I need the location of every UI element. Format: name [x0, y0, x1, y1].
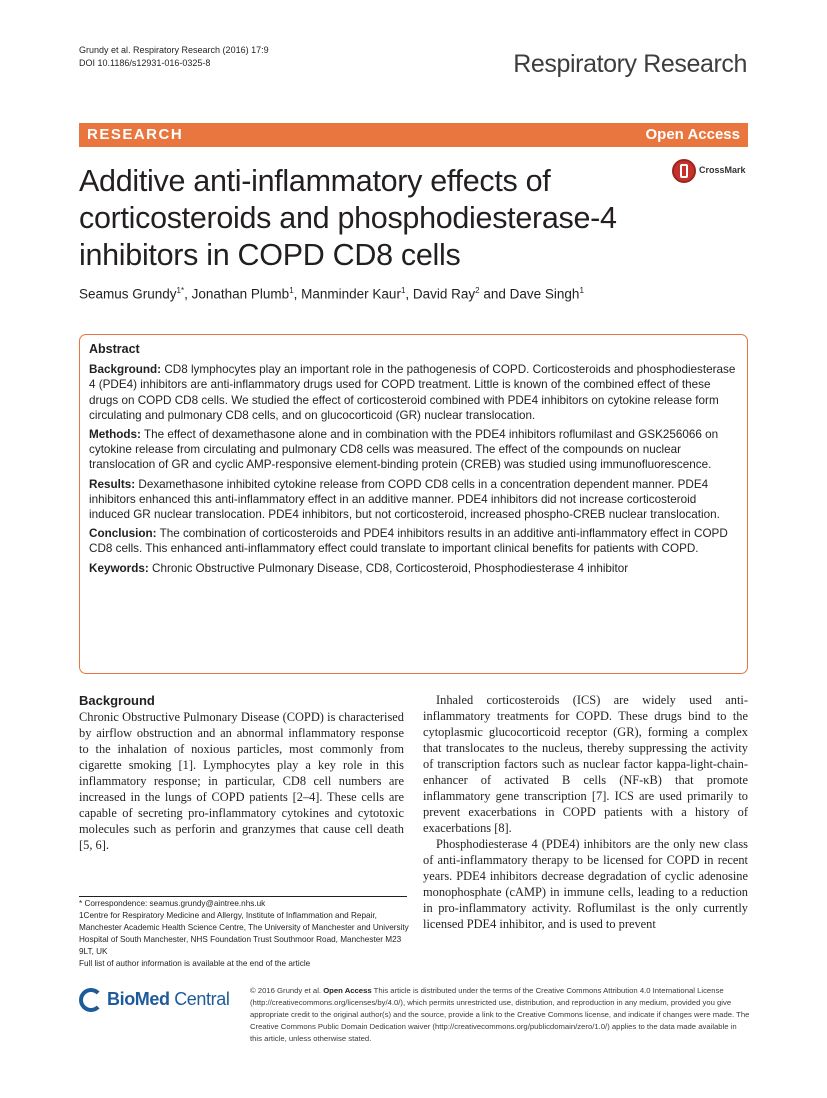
- author-list: Seamus Grundy$^{1*}$, Jonathan Plumb$^1$, Manminder Kaur$^1$, David Ray$^2$ and Dave Singh$^1$: [79, 286, 584, 302]
- journal-name: Respiratory Research: [513, 50, 747, 78]
- abstract-heading: Abstract: [89, 342, 140, 356]
- publisher-logo: [79, 987, 239, 1017]
- correspondence-note: * Correspondence: seamus.grundy@aintree.nhs.uk: [79, 899, 266, 908]
- citation-line-1: Grundy et al. Respiratory Research (2016) 17:9: [79, 45, 269, 55]
- paragraph: Phosphodiesterase 4 (PDE4) inhibitors are the only new class of anti-inflammatory therapy to be licensed for COPD in recent years. PDE4 inhibitors decrease degradation of cyclic adenosine monophosphate (cAMP) in immune cells, leading to a reduction in pro-inflammatory activity. Roflumilast is the only currently licensed PDE4 inhibitor, and is used to prevent: [423, 837, 748, 931]
- paragraph: Inhaled corticosteroids (ICS) are widely used anti-inflammatory treatments for COPD. These drugs bind to the cytoplasmic glucocorticoid receptor (GR), forming a complex that translocates to the nucleus, thereby suppressing the activity of transcription factors such as nuclear factor kappa-light-chain-enhancer of activated B cells (NF-κB) that promote inflammatory gene transcription [7]. ICS are used primarily to prevent exacerbations in COPD patients with a history of exacerbations [8].: [423, 693, 748, 835]
- doi-line: DOI 10.1186/s12931-016-0325-8: [79, 58, 211, 68]
- article-type-label: RESEARCH: [87, 126, 184, 143]
- open-access-label: Open Access: [645, 126, 740, 143]
- citation: [79, 44, 269, 70]
- publisher-name: BioMed Central: [107, 989, 230, 1009]
- footnote-divider: [79, 896, 407, 897]
- crossmark-label: CrossMark: [699, 165, 746, 175]
- crossmark-badge[interactable]: [672, 157, 752, 187]
- author-info-note: Full list of author information is available at the end of the article: [79, 959, 311, 969]
- license-statement: © 2016 Grundy et al. Open Access This article is distributed under the terms of the Creative Commons Attribution 4.0 International License (http://creativecommons.org/licenses/by/4.0/), which permits unrestricted use, distribution, and reproduction in any medium, provided you give appropriate credit to the original author(s) and the source, provide a link to the Creative Commons license, and indicate if changes were made. The Creative Commons Public Domain Dedication waiver (http://creativecommons.org/publicdomain/zero/1.0/) applies to the data made available in this article, unless otherwise stated.: [250, 986, 750, 1043]
- article-type-banner: [79, 123, 748, 147]
- abstract-methods: Methods: The effect of dexamethasone alone and in combination with the PDE4 inhibitors roflumilast and GSK256066 on cytokine release from circulating and pulmonary CD8 cells was measured. The effect of the compounds on nuclear translocation of GR and cyclic AMP-responsive element-binding protein (CREB) was studied using immunofluorescence.: [89, 428, 719, 472]
- abstract-box: [79, 334, 748, 674]
- section-heading-background: Background: [79, 693, 155, 708]
- paragraph: Chronic Obstructive Pulmonary Disease (COPD) is characterised by airflow obstruction and an abnormal inflammatory response to the inhalation of noxious particles, most commonly from cigarette smoking [1]. Lymphocytes play a key role in this inflammatory response; in particular, CD8 cell numbers are increased in the lungs of COPD patients [2–4]. These cells are capable of secreting pro-inflammatory cytokines and cytotoxic molecules such as perforin and granzymes that cause cell death [5, 6].: [79, 710, 404, 852]
- body-column-left: [79, 692, 404, 853]
- abstract-conclusion: Conclusion: The combination of corticosteroids and PDE4 inhibitors results in an additive anti-inflammatory effect in COPD CD8 cells. This enhanced anti-inflammatory effect could translate to important clinical benefits for patients with COPD.: [89, 527, 728, 556]
- crossmark-icon: [672, 159, 696, 183]
- footnotes: [79, 898, 409, 971]
- body-column-right: [423, 692, 748, 932]
- affiliation-note: 1Centre for Respiratory Medicine and Allergy, Institute of Inflammation and Repair, Manchester Academic Health Science Centre, The University of Manchester and University Hospital of South Manchester, NHS Foundation Trust Southmoor Road, Manchester M23 9LT, UK: [79, 911, 409, 957]
- article-title: Additive anti-inflammatory effects of corticosteroids and phosphodiesterase-4 inhibitors in COPD CD8 cells: [79, 164, 617, 272]
- biomed-central-icon: [79, 988, 103, 1012]
- abstract-results: Results: Dexamethasone inhibited cytokine release from COPD CD8 cells in a concentration dependent manner. PDE4 inhibitors enhanced this anti-inflammatory effect in an additive manner. PDE4 inhibitors did not increase corticosteroid induced GR nuclear translocation. PDE4 inhibitors, but not corticosteroid, increased phospho-CREB nuclear translocation.: [89, 477, 720, 522]
- abstract-keywords: Keywords: Chronic Obstructive Pulmonary Disease, CD8, Corticosteroid, Phosphodiesterase 4 inhibitor: [89, 561, 629, 575]
- abstract-background: Background: CD8 lymphocytes play an important role in the pathogenesis of COPD. Corticosteroids and phosphodiesterase 4 (PDE4) inhibitors are anti-inflammatory drugs used for COPD treatment. Little is known of the combined effect of these drugs on COPD CD8 cells. We studied the effect of corticosteroid combined with PDE4 inhibitors on cytokine release form circulating and pulmonary CD8 cells, and on glucocorticoid (GR) nuclear translocation.: [89, 363, 736, 422]
